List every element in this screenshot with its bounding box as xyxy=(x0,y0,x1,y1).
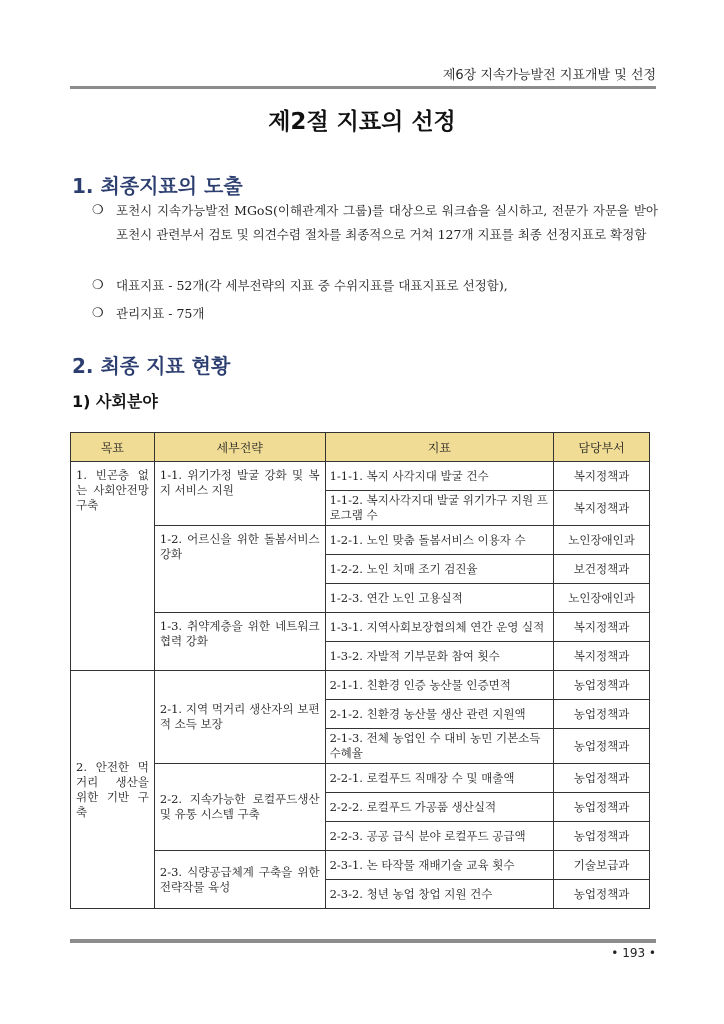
bullet-item xyxy=(92,199,658,247)
dept-cell: 농업정책과 xyxy=(554,729,650,764)
header-divider xyxy=(70,86,656,89)
strategy-cell: 2-1. 지역 먹거리 생산자의 보편적 소득 보장 xyxy=(154,671,325,764)
dept-cell: 농업정책과 xyxy=(554,671,650,700)
indicator-cell: 1-2-1. 노인 맞춤 돌봄서비스 이용자 수 xyxy=(325,526,554,555)
indicator-cell: 1-3-2. 자발적 기부문화 참여 횟수 xyxy=(325,642,554,671)
indicator-cell: 2-3-1. 논 타작물 재배기술 교육 횟수 xyxy=(325,851,554,880)
dept-cell: 농업정책과 xyxy=(554,822,650,851)
dept-cell: 복지정책과 xyxy=(554,491,650,526)
col-header-strategy: 세부전략 xyxy=(154,433,325,462)
dept-cell: 농업정책과 xyxy=(554,764,650,793)
dept-cell: 복지정책과 xyxy=(554,642,650,671)
dept-cell: 노인장애인과 xyxy=(554,584,650,613)
bullet-text: 포천시 지속가능발전 MGoS(이해관계자 그룹)를 대상으로 워크숍을 실시하고, 전문가 자문을 받아 포천시 관련부서 검토 및 의견수렴 절차를 최종적으로 거쳐 127개 지표를 최종 선정지표로 확정함 xyxy=(116,203,658,242)
strategy-cell: 2-3. 식량공급체계 구축을 위한 전략작물 육성 xyxy=(154,851,325,909)
col-header-goal: 목표 xyxy=(71,433,155,462)
indicator-cell: 2-2-3. 공공 급식 분야 로컬푸드 공급액 xyxy=(325,822,554,851)
dept-cell: 노인장애인과 xyxy=(554,526,650,555)
bullet-text: 관리지표 - 75개 xyxy=(116,306,205,321)
dept-cell: 복지정책과 xyxy=(554,462,650,491)
indicator-cell: 1-2-3. 연간 노인 고용실적 xyxy=(325,584,554,613)
indicator-cell: 2-1-1. 친환경 인증 농산물 인증면적 xyxy=(325,671,554,700)
dept-cell: 농업정책과 xyxy=(554,793,650,822)
strategy-cell: 1-2. 어르신을 위한 돌봄서비스 강화 xyxy=(154,526,325,613)
dept-cell: 복지정책과 xyxy=(554,613,650,642)
indicator-cell: 1-3-1. 지역사회보장협의체 연간 운영 실적 xyxy=(325,613,554,642)
bullet-text: 대표지표 - 52개(각 세부전략의 지표 중 수위지표를 대표지표로 선정함), xyxy=(116,278,508,293)
goal-cell: 2. 안전한 먹거리 생산을 위한 기반 구축 xyxy=(71,671,155,909)
goal-cell: 1. 빈곤층 없는 사회안전망 구축 xyxy=(71,462,155,671)
heading-indicator-status: 2. 최종 지표 현황 xyxy=(72,354,231,378)
indicator-table xyxy=(70,432,650,909)
indicator-cell: 2-1-3. 전체 농업인 수 대비 농민 기본소득 수혜율 xyxy=(325,729,554,764)
bullet-mark: ❍ xyxy=(92,203,104,218)
section-title: 제2절 지표의 선정 xyxy=(268,109,456,135)
subheading-social: 1) 사회분야 xyxy=(72,392,158,411)
strategy-cell: 1-1. 위기가정 발굴 강화 및 복지 서비스 지원 xyxy=(154,462,325,526)
dept-cell: 보건정책과 xyxy=(554,555,650,584)
page-number: • 193 • xyxy=(611,946,656,960)
heading-final-indicators: 1. 최종지표의 도출 xyxy=(72,174,243,198)
indicator-cell: 1-1-1. 복지 사각지대 발굴 건수 xyxy=(325,462,554,491)
indicator-cell: 2-2-1. 로컬푸드 직매장 수 및 매출액 xyxy=(325,764,554,793)
bullet-item xyxy=(92,302,658,326)
indicator-cell: 1-2-2. 노인 치매 조기 검진율 xyxy=(325,555,554,584)
bullet-item xyxy=(92,274,658,298)
col-header-indicator: 지표 xyxy=(325,433,554,462)
strategy-cell: 1-3. 취약계층을 위한 네트워크 협력 강화 xyxy=(154,613,325,671)
strategy-cell: 2-2. 지속가능한 로컬푸드생산 및 유통 시스템 구축 xyxy=(154,764,325,851)
chapter-header: 제6장 지속가능발전 지표개발 및 선정 xyxy=(442,68,656,83)
bullet-mark: ❍ xyxy=(92,306,104,321)
col-header-dept: 담당부서 xyxy=(554,433,650,462)
indicator-cell: 2-2-2. 로컬푸드 가공품 생산실적 xyxy=(325,793,554,822)
bullet-mark: ❍ xyxy=(92,278,104,293)
dept-cell: 기술보급과 xyxy=(554,851,650,880)
indicator-cell: 2-1-2. 친환경 농산물 생산 관련 지원액 xyxy=(325,700,554,729)
indicator-cell: 2-3-2. 청년 농업 창업 지원 건수 xyxy=(325,880,554,909)
dept-cell: 농업정책과 xyxy=(554,700,650,729)
footer-divider xyxy=(70,939,656,943)
dept-cell: 농업정책과 xyxy=(554,880,650,909)
indicator-cell: 1-1-2. 복지사각지대 발굴 위기가구 지원 프로그램 수 xyxy=(325,491,554,526)
